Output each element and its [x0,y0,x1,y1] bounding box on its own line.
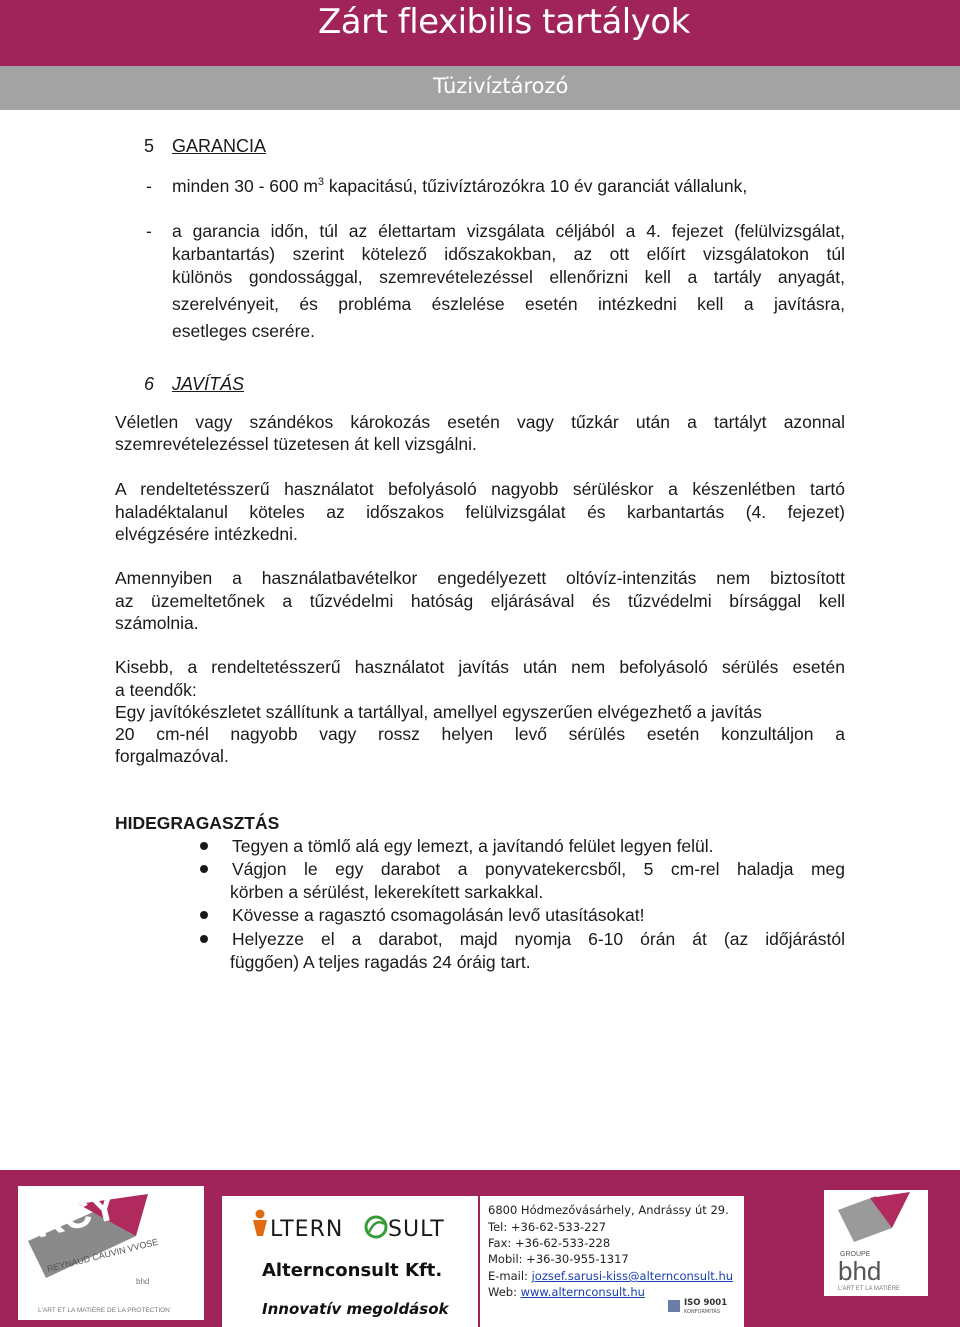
hidegragasztas-item: Vágjon le egy darabot a ponyvatekercsből, 5 cm-rel haladja meg [232,859,845,879]
hidegragasztas-item: Helyezze el a darabot, majd nyomja 6-10 órán át (az időjárástól [232,929,845,949]
hidegragasztas-item: függően) A teljes ragadás 24 óráig tart. [230,952,531,972]
section6-para4-line: 20 cm-nél nagyobb vagy rossz helyen levő sérülés esetén konzultáljon a [115,724,845,744]
section6-para4-line: a teendők: [115,680,197,700]
email-link[interactable]: jozsef.sarusi-kiss@alternconsult.hu [531,1269,734,1283]
section5-item1: minden 30 - 600 $m^3$ kapacitású, tűzivíztározókra 10 év garanciát vállalunk, [172,176,748,196]
web-link[interactable]: www.alternconsult.hu [520,1285,645,1299]
iso-label: ISO 9001 [684,1298,728,1308]
hidegragasztas-item: Kövesse a ragasztó csomagolásán levő utasításokat! [232,905,645,925]
rcy-logo [18,1186,204,1320]
section6-para4-line: Egy javítókészletet szállítunk a tartállyal, amellyel egyszerűen elvégezhető a javítás [115,702,762,722]
iso-icon [668,1300,680,1312]
section6-para2-line: A rendeltetésszerű használatot befolyásoló nagyobb sérüléskor a készenlétben tartó [115,479,845,499]
alternconsult-logo [222,1196,478,1246]
section5-item1-dash: - [146,176,152,196]
section6-title: JAVÍTÁS [172,374,245,394]
section6-para1-line: Véletlen vagy szándékos károkozás esetén vagy tűzkár után a tartályt azonnal [115,412,845,432]
bullet-dot-icon [200,865,208,873]
page-subtitle: Tüzivíztározó [433,74,569,98]
section5-item2-line: karbantartás) szerint kötelező időszakokban, az ott előírt vizsgálatokon túl [172,244,845,264]
svg-text:bhd: bhd [838,1256,882,1286]
section6-para4-line: Kisebb, a rendeltetésszerű használatot javítás után nem befolyásoló sérülés esetén [115,657,845,677]
svg-text:L'ART ET LA MATIÈRE: L'ART ET LA MATIÈRE [838,1286,901,1292]
svg-text:SULT: SULT [388,1217,445,1242]
section5-number: 5 [144,136,155,156]
contact-address: 6800 Hódmezővásárhely, Andrássy út 29. [488,1203,729,1217]
section6-para2-line: haladéktalanul köteles az időszakos felülvizsgálat és karbantartás (4. fejezet) [115,502,845,522]
contact-web: Web: www.alternconsult.hu [488,1285,645,1299]
svg-text:LTERN: LTERN [270,1217,344,1242]
hidegragasztas-item: körben a sérülést, lekerekített sarkakkal. [230,882,544,902]
svg-text:L'ART ET LA MATIÈRE DE LA PROT: L'ART ET LA MATIÈRE DE LA PROTECTION [38,1307,170,1314]
section5-item2-dash: - [146,221,152,241]
section5-item2-line: különös gondossággal, szemrevételezéssel ellenőrizni kell a tartály anyagát, [172,267,845,287]
iso-badge [668,1298,732,1320]
svg-text:RCY: RCY [29,1186,123,1247]
section5-item2-line: esetleges cserére. [172,321,315,341]
section6-para3-line: az üzemeltetőnek a tűzvédelmi hatóság eljárásával és tűzvédelmi bírsággal kell [115,591,845,611]
section6-para4-line: forgalmazóval. [115,746,229,766]
alternconsult-logo-box [222,1196,478,1327]
page-title: Zárt flexibilis tartályok [318,2,690,42]
contact-email: E-mail: jozsef.sarusi-kiss@alternconsult.hu [488,1269,734,1283]
section6-para1-line: szemrevételezéssel tüzetesen át kell vizsgálni. [115,434,477,454]
rcy-logo-graphic [18,1186,204,1320]
company-name: Alternconsult Kft. [262,1260,443,1281]
section6-para3-line: számolnia. [115,613,199,633]
section6-para2-line: elvégzésére intézkedni. [115,524,298,544]
contact-tel: Tel: +36-62-533-227 [488,1220,607,1234]
section6-number: 6 [144,374,155,394]
bullet-dot-icon [200,935,208,943]
company-slogan: Innovatív megoldások [262,1300,449,1318]
svg-text:REYNAUD CAUVIN VVOSE: REYNAUD CAUVIN VVOSE [46,1236,160,1274]
hidegragasztas-title: HIDEGRAGASZTÁS [115,813,280,833]
section5-item2-line: a garancia időn, túl az élettartam vizsgálata céljából a 4. fejezet (felülvizsgálat, [172,221,845,241]
bhd-logo-graphic [824,1190,928,1296]
svg-text:GROUPE: GROUPE [840,1251,871,1258]
iso-sub: KONFORMITÁS [684,1309,721,1315]
svg-text:bhd: bhd [136,1277,150,1286]
bullet-dot-icon [200,911,208,919]
section5-title: GARANCIA [172,136,267,156]
section6-para3-line: Amennyiben a használatbavételkor engedélyezett oltóvíz-intenzitás nem biztosított [115,568,845,588]
hidegragasztas-item: Tegyen a tömlő alá egy lemezt, a javítandó felület legyen felül. [232,836,714,856]
contact-fax: Fax: +36-62-533-228 [488,1236,611,1250]
contact-mobil: Mobil: +36-30-955-1317 [488,1252,629,1266]
bullet-dot-icon [200,842,208,850]
bhd-logo [824,1190,928,1296]
section5-item2-line: szerelvényeit, és probléma észlelése esetén intézkedni kell a javításra, [172,294,845,314]
